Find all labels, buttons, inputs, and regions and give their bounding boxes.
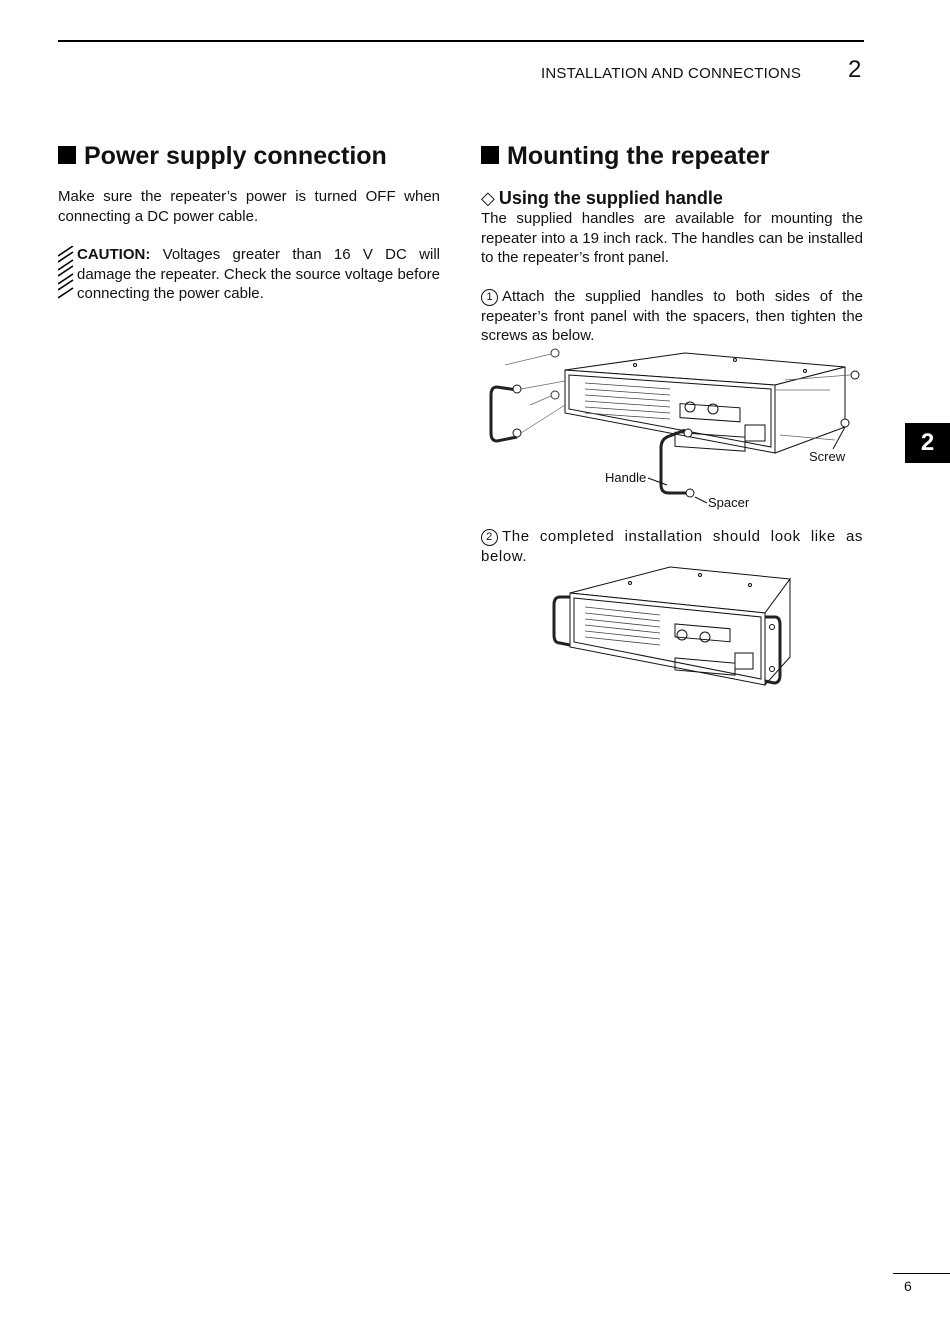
handle-subheading-text: Using the supplied handle: [498, 188, 723, 208]
diamond-bullet-icon: ◇: [481, 188, 495, 208]
handle-label: Handle: [605, 470, 647, 485]
power-supply-intro: Make sure the repeater’s power is turned OFF when connecting a DC power cable.: [58, 188, 440, 225]
caution-text: Voltages greater than 16 V DC will damage the repeater. Check the source voltage before connecting the power cable.: [77, 246, 440, 302]
handle-assembly-figure: [485, 345, 865, 515]
chapter-number: 2: [848, 56, 862, 83]
spacer-label: Spacer: [708, 495, 750, 510]
step-number-badge: 2: [481, 529, 498, 546]
power-supply-heading-text: Power supply connection: [84, 142, 387, 170]
step-2-text: The completed installation should look like as below.: [481, 528, 863, 565]
page-number: 6: [904, 1278, 912, 1294]
completed-installation-figure: [550, 565, 795, 690]
mounting-heading: [481, 142, 770, 171]
caution-paragraph: [77, 245, 440, 304]
step-1-text: Attach the supplied handles to both sides of the repeater’s front panel with the spacers, then tighten the screws as below.: [481, 288, 863, 344]
header-rule: [58, 40, 864, 42]
mounting-heading-text: Mounting the repeater: [507, 142, 770, 170]
caution-label: CAUTION:: [77, 246, 151, 263]
caution-stripes-icon: [58, 246, 74, 300]
screw-label: Screw: [809, 449, 846, 464]
square-bullet-icon: [58, 146, 76, 164]
chapter-title: INSTALLATION AND CONNECTIONS: [541, 65, 802, 82]
step-1: [481, 287, 863, 346]
mounting-intro: The supplied handles are available for mounting the repeater into a 19 inch rack. The handles can be installed to the repeater’s front panel.: [481, 210, 863, 266]
square-bullet-icon: [481, 146, 499, 164]
chapter-side-tab: 2: [905, 423, 950, 463]
power-supply-heading: [58, 142, 387, 171]
step-number-badge: 1: [481, 289, 498, 306]
step-2: [481, 527, 863, 566]
footer-rule: [893, 1273, 950, 1274]
handle-subheading: [481, 188, 723, 209]
